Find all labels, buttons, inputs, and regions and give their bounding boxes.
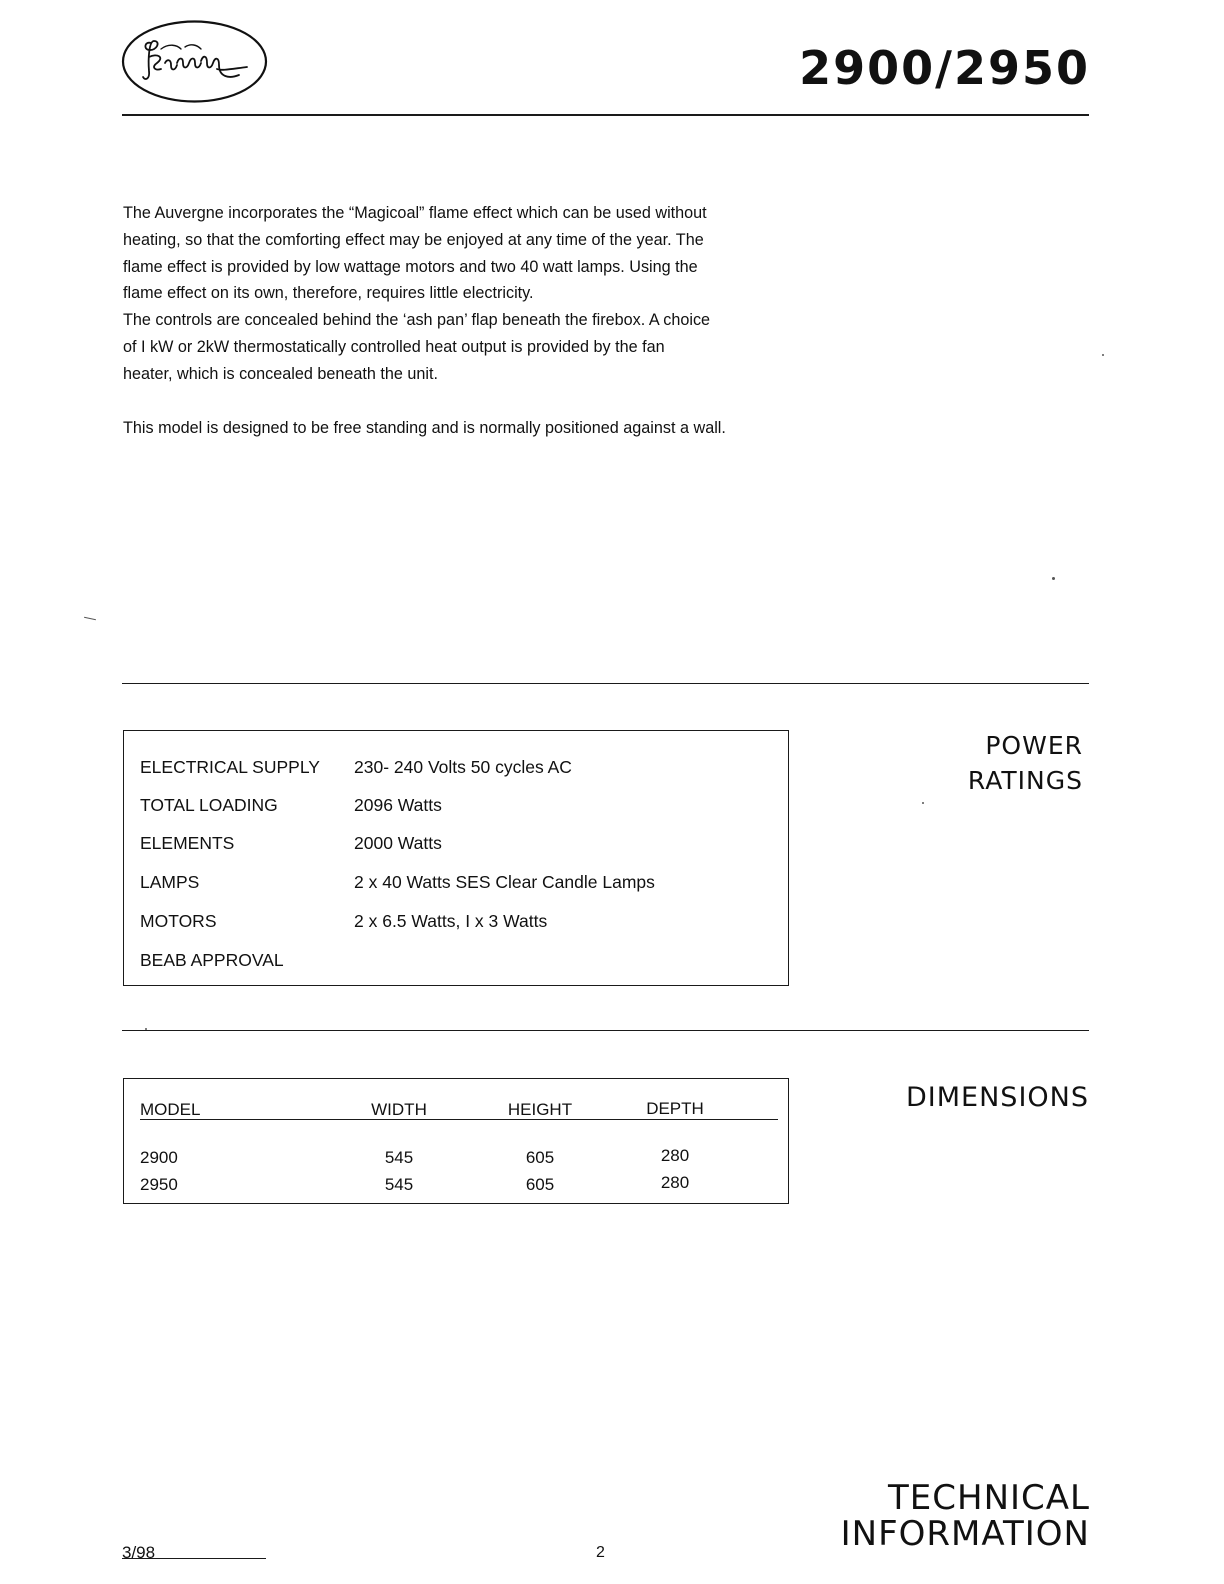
- tech-heading-line-2: INFORMATION: [840, 1514, 1090, 1554]
- column-header-width: WIDTH: [371, 1100, 427, 1119]
- berry-logo-oval: [121, 19, 268, 104]
- power-label: BEAB APPROVAL: [140, 950, 284, 970]
- power-ratings-table: [123, 730, 789, 986]
- intro-paragraph-2: This model is designed to be free standing and is normally positioned against a wall.: [123, 418, 726, 437]
- table-cell-width: 545: [384, 1175, 414, 1194]
- header-divider: [122, 114, 1089, 116]
- page-number: 2: [596, 1544, 605, 1561]
- table-cell-depth: 280: [660, 1173, 690, 1192]
- column-header-height: HEIGHT: [507, 1100, 573, 1119]
- power-value: 2096 Watts: [354, 795, 442, 815]
- intro-line: flame effect is provided by low wattage motors and two 40 watt lamps. Using the: [123, 257, 698, 276]
- intro-line: heater, which is concealed beneath the unit.: [123, 364, 438, 383]
- scan-speck: [1052, 577, 1055, 580]
- header-underline: [140, 1119, 778, 1120]
- intro-line: of I kW or 2kW thermostatically controlled heat output is provided by the fan: [123, 337, 665, 356]
- power-label: LAMPS: [140, 872, 200, 892]
- scan-speck: [145, 1028, 147, 1030]
- power-value: 2 x 6.5 Watts, I x 3 Watts: [354, 911, 548, 931]
- power-label: ELECTRICAL SUPPLY: [140, 757, 320, 777]
- table-cell-model: 2900: [140, 1148, 178, 1167]
- berry-logo: [121, 19, 268, 104]
- footer-date: 3/98: [122, 1543, 156, 1562]
- table-cell-height: 605: [525, 1148, 555, 1167]
- table-cell-depth: 280: [660, 1146, 690, 1165]
- dimensions-table: [123, 1078, 789, 1204]
- power-label: TOTAL LOADING: [140, 795, 278, 815]
- intro-line: flame effect on its own, therefore, requires little electricity.: [123, 284, 534, 303]
- table-cell-width: 545: [384, 1148, 414, 1167]
- footer-date-underline: [122, 1558, 266, 1559]
- power-label: MOTORS: [140, 911, 217, 931]
- power-heading-line-1: POWER: [985, 731, 1083, 760]
- intro-line: The Auvergne incorporates the “Magicoal” flame effect which can be used without: [123, 204, 707, 222]
- power-section-divider: [122, 683, 1089, 684]
- power-value: 2 x 40 Watts SES Clear Candle Lamps: [354, 872, 655, 892]
- power-heading-line-2: RATINGS: [967, 766, 1083, 795]
- dimensions-section-divider: [122, 1030, 1089, 1031]
- intro-text: [123, 200, 803, 441]
- technical-information-heading: [841, 1480, 1090, 1552]
- intro-line: The controls are concealed behind the ‘ash pan’ flap beneath the firebox. A choice: [123, 311, 711, 330]
- table-cell-height: 605: [525, 1175, 555, 1194]
- scan-speck: [922, 802, 924, 804]
- power-value: 230- 240 Volts 50 cycles AC: [354, 757, 572, 777]
- power-label: ELEMENTS: [140, 833, 235, 853]
- scan-speck: [84, 617, 96, 620]
- column-header-model: MODEL: [140, 1100, 201, 1119]
- column-header-depth: DEPTH: [646, 1099, 704, 1118]
- intro-line: heating, so that the comforting effect may be enjoyed at any time of the year. The: [123, 230, 704, 249]
- model-numbers-title: 2900/2950: [799, 41, 1090, 95]
- table-cell-model: 2950: [140, 1175, 178, 1194]
- dimensions-heading: DIMENSIONS: [906, 1082, 1089, 1113]
- tech-heading-line-1: TECHNICAL: [888, 1478, 1090, 1518]
- power-ratings-heading: [968, 728, 1083, 798]
- power-value: 2000 Watts: [354, 833, 442, 853]
- intro-paragraph-1: [123, 200, 803, 388]
- scan-speck: [1102, 354, 1104, 356]
